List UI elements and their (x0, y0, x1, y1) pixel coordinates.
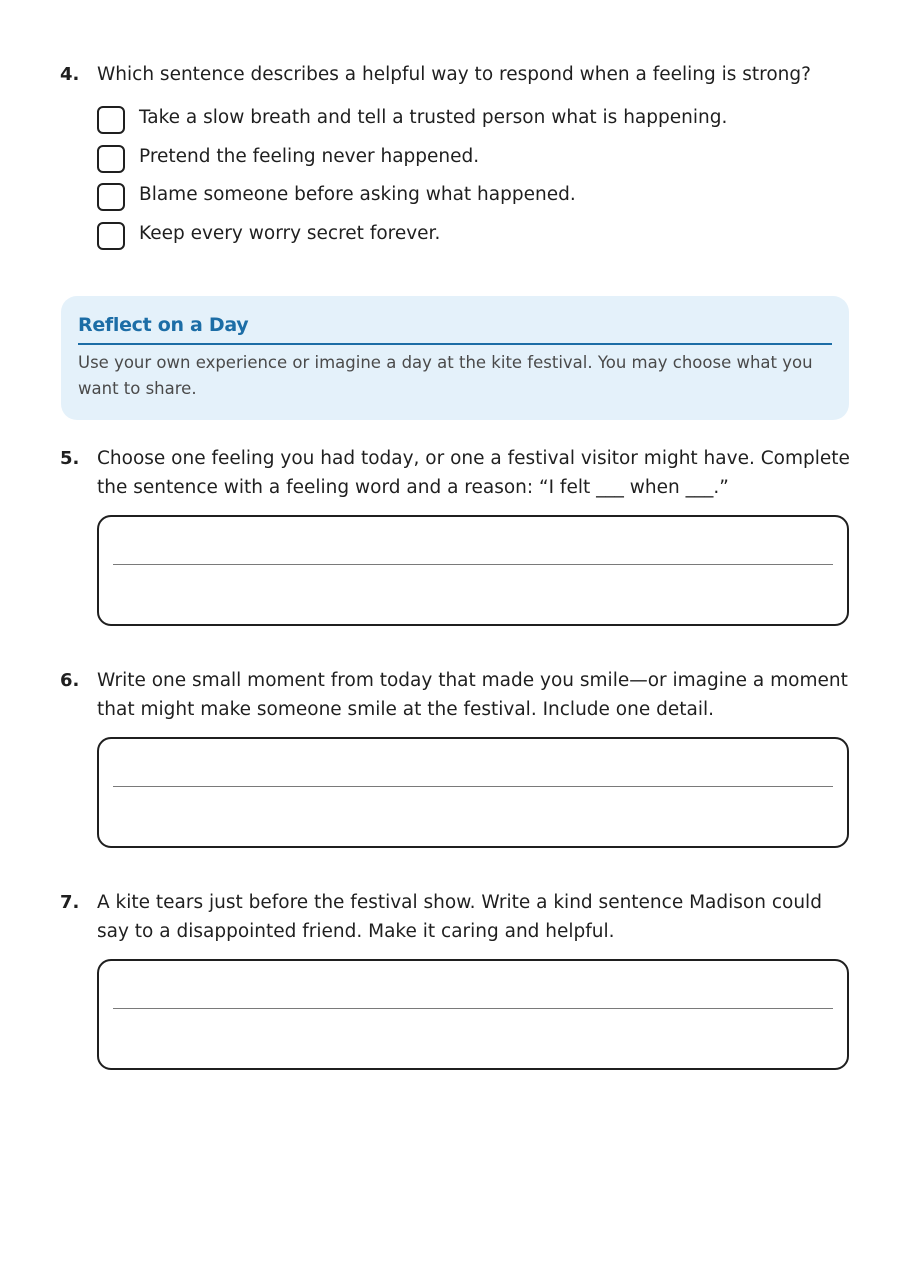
checkbox[interactable] (97, 145, 125, 173)
option-4[interactable] (97, 217, 850, 256)
checkbox[interactable] (97, 222, 125, 250)
option-1[interactable] (97, 101, 850, 140)
checkbox[interactable] (97, 106, 125, 134)
question-number: 5. (60, 448, 80, 469)
question-number: 7. (60, 892, 80, 913)
question-number: 4. (60, 64, 80, 85)
question-6 (60, 666, 850, 724)
question-4 (60, 60, 850, 255)
answer-box-6[interactable] (97, 737, 849, 848)
option-label: Blame someone before asking what happened. (139, 184, 576, 206)
question-number: 6. (60, 670, 80, 691)
writing-line (113, 786, 833, 787)
option-label: Take a slow breath and tell a trusted person what is happening. (139, 107, 728, 129)
writing-line (113, 564, 833, 565)
answer-box-7[interactable] (97, 959, 849, 1070)
reflect-title: Reflect on a Day (78, 314, 832, 345)
option-3[interactable] (97, 178, 850, 217)
question-7 (60, 888, 850, 946)
question-text: Choose one feeling you had today, or one a festival visitor might have. Complete the sentence with a feeling word and a reason: “I felt ___ when ___.” (97, 448, 850, 498)
reflect-instructions: Use your own experience or imagine a day at the kite festival. You may choose what you want to share. (78, 353, 813, 398)
writing-line (113, 1008, 833, 1009)
question-text: Write one small moment from today that made you smile—or imagine a moment that might make someone smile at the festival. Include one detail. (97, 670, 848, 720)
answer-box-5[interactable] (97, 515, 849, 626)
option-label: Keep every worry secret forever. (139, 222, 441, 244)
question-text: A kite tears just before the festival show. Write a kind sentence Madison could say to a disappointed friend. Make it caring and helpful. (97, 892, 822, 942)
checkbox[interactable] (97, 183, 125, 211)
answer-options (97, 101, 850, 255)
question-5 (60, 444, 850, 502)
option-2[interactable] (97, 140, 850, 179)
question-text: Which sentence describes a helpful way to respond when a feeling is strong? (97, 64, 811, 85)
reflect-callout (61, 296, 849, 420)
option-label: Pretend the feeling never happened. (139, 145, 480, 167)
